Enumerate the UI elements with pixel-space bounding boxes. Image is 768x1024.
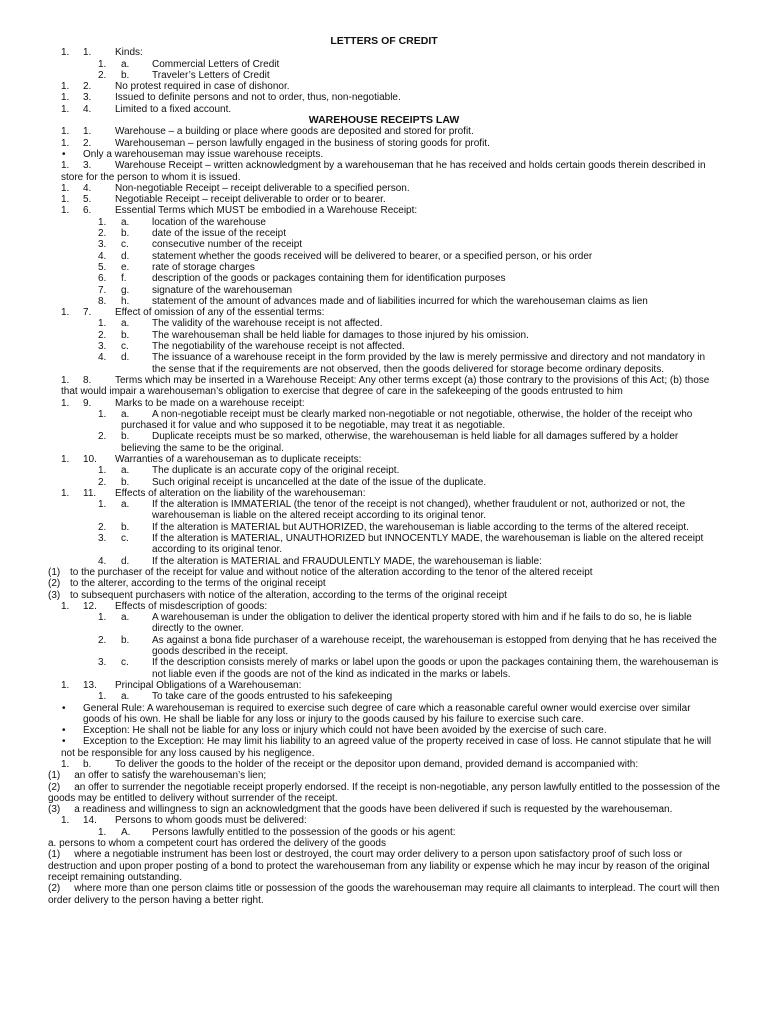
item-number: 2. <box>98 476 107 488</box>
item-sub-number: a. <box>121 612 130 624</box>
item-number: 1. <box>61 47 70 59</box>
item-text: consecutive number of the receipt <box>152 239 303 251</box>
list-item <box>0 883 768 906</box>
list-item <box>0 804 768 815</box>
list-item <box>0 657 768 680</box>
item-sub-number: 9. <box>83 397 92 409</box>
item-text: Duplicate receipts must be so marked, otherwise, the warehouseman is held liable for all damages suffered by a holder believing the same to be the original. <box>121 431 679 454</box>
item-number: 1. <box>61 815 70 827</box>
item-text: to subsequent purchasers with notice of the alteration, according to the terms of the original receipt <box>70 589 507 601</box>
item-text: statement of the amount of advances made and of liabilities incurred for which the warehouseman claims as lien <box>152 295 648 307</box>
list-item <box>0 160 768 183</box>
list-item <box>0 205 768 216</box>
item-paren-number: (2) <box>48 883 61 895</box>
bullet-icon: • <box>62 736 66 748</box>
item-paren-number: (1) <box>48 566 61 578</box>
item-number: 1. <box>98 499 107 511</box>
list-item <box>0 827 768 838</box>
item-sub-number: a. <box>121 58 130 70</box>
item-number: 4. <box>98 352 107 364</box>
item-number: 1. <box>61 81 70 93</box>
list-item <box>0 104 768 115</box>
document-page <box>0 36 768 906</box>
item-sub-number: 1. <box>83 126 92 138</box>
item-text: Effects of misdescription of goods: <box>115 600 268 612</box>
item-sub-number: b. <box>121 431 130 443</box>
item-number: 1. <box>61 453 70 465</box>
item-number: 2. <box>98 69 107 81</box>
item-number: 3. <box>98 239 107 251</box>
item-text: Effect of omission of any of the essential terms: <box>115 307 325 319</box>
list-item <box>0 341 768 352</box>
item-text: The validity of the warehouse receipt is not affected. <box>152 318 383 330</box>
item-text: Only a warehouseman may issue warehouse receipts. <box>83 148 324 160</box>
item-text: To take care of the goods entrusted to his safekeeping <box>152 691 393 703</box>
list-item <box>0 770 768 781</box>
item-number: 1. <box>98 216 107 228</box>
list-item <box>0 217 768 228</box>
list-item <box>0 296 768 307</box>
item-text: Limited to a fixed account. <box>115 103 232 115</box>
item-sub-number: b. <box>121 476 130 488</box>
list-item <box>0 398 768 409</box>
item-number: 1. <box>98 826 107 838</box>
item-number: 1. <box>98 691 107 703</box>
item-number: 1. <box>61 194 70 206</box>
list-item <box>0 849 768 883</box>
item-number: 2. <box>98 431 107 443</box>
list-item <box>0 262 768 273</box>
list-item <box>0 138 768 149</box>
item-text: to the alterer, according to the terms of the original receipt <box>70 578 326 590</box>
item-sub-number: f. <box>121 273 127 285</box>
item-sub-number: 2. <box>83 137 92 149</box>
item-sub-number: e. <box>121 261 130 273</box>
item-sub-number: a. <box>121 408 130 420</box>
item-number: 1. <box>61 487 70 499</box>
item-text: If the alteration is IMMATERIAL (the tenor of the receipt is not changed), whether fraudulent or not, authorized or not, the warehouseman is liable on the altered receipt according to its original tenor. <box>152 499 686 522</box>
item-number: 1. <box>61 126 70 138</box>
item-text: a. persons to whom a competent court has ordered the delivery of the goods <box>48 838 386 850</box>
item-text: signature of the warehouseman <box>152 284 293 296</box>
item-text: General Rule: A warehouseman is required to exercise such degree of care which a reasonable careful owner would exercise over similar goods of his own. He shall be liable for any loss or injury to the goods caused by his failure to exercise such care. <box>83 702 691 725</box>
item-text: Warehouse – a building or place where goods are deposited and stored for profit. <box>115 126 474 138</box>
item-sub-number: 6. <box>83 205 92 217</box>
item-sub-number: a. <box>121 318 130 330</box>
item-number: 1. <box>61 307 70 319</box>
item-text: location of the warehouse <box>152 216 266 228</box>
item-text: Essential Terms which MUST be embodied in a Warehouse Receipt: <box>115 205 418 217</box>
list-item <box>0 815 768 826</box>
item-sub-number: b. <box>121 329 130 341</box>
item-text: If the description consists merely of marks or label upon the goods or upon the packages containing them, the warehouseman is not liable even if the goods are not of the kind as indicated in the marks or labels. <box>152 657 719 680</box>
item-text: Non-negotiable Receipt – receipt deliverable to a specified person. <box>115 182 410 194</box>
list-item <box>0 330 768 341</box>
item-number: 1. <box>61 374 70 386</box>
item-sub-number: b. <box>121 634 130 646</box>
list-item <box>0 431 768 454</box>
item-number: 1. <box>61 397 70 409</box>
item-text: A non-negotiable receipt must be clearly marked non-negotiable or not negotiable, otherwise, the holder of the receipt who purchased it for value and who supposed it to be negotiable, may treat it as negotiable. <box>121 408 693 432</box>
list-item <box>0 601 768 612</box>
list-item <box>0 578 768 589</box>
item-text: The duplicate is an accurate copy of the original receipt. <box>152 465 400 477</box>
item-number: 1. <box>61 103 70 115</box>
item-text: (1) where a negotiable instrument has been lost or destroyed, the court may order delivery to a person upon satisfactory proof of such loss or destruction and upon proper posting of a bond to protect the warehouseman from any liability or expense which he may incur by reason of the original receipt remaining outstanding. <box>48 849 710 883</box>
item-text: Commercial Letters of Credit <box>152 58 280 70</box>
item-number: 1. <box>61 600 70 612</box>
item-sub-number: 4. <box>83 103 92 115</box>
item-number: 7. <box>98 284 107 296</box>
list-item <box>0 759 768 770</box>
item-sub-number: 14. <box>83 815 97 827</box>
item-sub-number: b. <box>121 69 130 81</box>
item-number: 1. <box>61 160 70 172</box>
list-item <box>0 499 768 522</box>
item-number: 1. <box>98 612 107 624</box>
item-sub-number: 4. <box>83 182 92 194</box>
item-sub-number: 3. <box>83 92 92 104</box>
item-text: (3) a readiness and willingness to sign an acknowledgment that the goods have been delivered if such is requested by the warehouseman. <box>48 804 673 816</box>
item-sub-number: 8. <box>83 374 92 386</box>
item-sub-number: d. <box>121 555 130 567</box>
item-sub-number: d. <box>121 250 130 262</box>
item-text: If the alteration is MATERIAL, UNAUTHORIZED but INNOCENTLY MADE, the warehouseman is liable on the altered receipt according to its original tenor. <box>152 533 704 556</box>
item-sub-number: a. <box>121 691 130 703</box>
item-sub-number: a. <box>121 465 130 477</box>
item-sub-number: c. <box>121 239 129 251</box>
list-item <box>0 782 768 805</box>
list-item <box>0 285 768 296</box>
item-number: 2. <box>98 634 107 646</box>
item-number: 1. <box>61 182 70 194</box>
item-paren-number: (3) <box>48 804 61 816</box>
item-text: Warehouse Receipt – written acknowledgment by a warehouseman that he has received and holds certain goods therein described in store for the person to whom it is issued. <box>61 160 706 183</box>
item-paren-number: (1) <box>48 849 61 861</box>
item-text: Warranties of a warehouseman as to duplicate receipts: <box>115 453 362 465</box>
bullet-icon: • <box>62 702 66 714</box>
item-number: 1. <box>98 465 107 477</box>
item-sub-number: b. <box>83 759 92 770</box>
item-sub-number: 10. <box>83 453 97 465</box>
item-text: To deliver the goods to the holder of the receipt or the depositor upon demand, provided demand is accompanied with: <box>115 759 639 770</box>
item-text: A warehouseman is under the obligation to deliver the identical property stored with him and if he fails to do so, he is liable directly to the owner. <box>152 612 692 635</box>
list-item <box>0 635 768 658</box>
list-item <box>0 70 768 81</box>
item-sub-number: g. <box>121 284 130 296</box>
item-text: description of the goods or packages containing them for identification purposes <box>152 273 506 285</box>
list-item <box>0 92 768 103</box>
item-text: Kinds: <box>115 47 143 59</box>
item-text: Issued to definite persons and not to order, thus, non-negotiable. <box>115 92 401 104</box>
list-item <box>0 194 768 205</box>
item-paren-number: (3) <box>48 589 61 601</box>
item-text: (2) where more than one person claims title or possession of the goods the warehouseman may require all claimants to interplead. The court will then order delivery to the person having a better right. <box>48 883 720 906</box>
list-item <box>0 409 768 432</box>
list-item <box>0 251 768 262</box>
list-item <box>0 239 768 250</box>
item-sub-number: c. <box>121 657 129 669</box>
list-item <box>0 680 768 691</box>
list-item <box>0 556 768 567</box>
item-number: 2. <box>98 228 107 240</box>
item-text: Exception: He shall not be liable for any loss or injury which could not have been avoided by the exercise of such care. <box>83 725 607 737</box>
item-paren-number: (2) <box>48 781 61 793</box>
list-item <box>0 47 768 58</box>
list-item <box>0 533 768 556</box>
item-number: 1. <box>61 92 70 104</box>
list-item <box>0 454 768 465</box>
item-sub-number: A. <box>121 826 131 838</box>
item-sub-number: 1. <box>83 47 92 59</box>
item-text: Traveler’s Letters of Credit <box>152 69 270 81</box>
item-sub-number: 5. <box>83 194 92 206</box>
list-item <box>0 465 768 476</box>
list-item <box>0 183 768 194</box>
list-item <box>0 126 768 137</box>
item-number: 3. <box>98 533 107 545</box>
list-item <box>0 149 768 160</box>
list-item <box>0 59 768 70</box>
item-number: 1. <box>98 318 107 330</box>
list-item <box>0 691 768 702</box>
item-text: Principal Obligations of a Warehouseman: <box>115 679 302 691</box>
list-item <box>0 725 768 736</box>
list-item <box>0 307 768 318</box>
item-sub-number: a. <box>121 499 130 511</box>
item-sub-number: b. <box>121 228 130 240</box>
item-sub-number: 12. <box>83 600 97 612</box>
item-sub-number: b. <box>121 521 130 533</box>
item-text: The negotiability of the warehouse receipt is not affected. <box>152 341 405 353</box>
item-text: date of the issue of the receipt <box>152 228 286 240</box>
item-sub-number: h. <box>121 295 130 307</box>
item-text: (2) an offer to surrender the negotiable receipt properly endorsed. If the receipt is non-negotiable, any person lawfully entitled to the possession of the goods may be entitled to delivery without surrender of the receipt. <box>48 781 721 804</box>
list-item <box>0 590 768 601</box>
document-body <box>0 47 768 906</box>
item-paren-number: (2) <box>48 578 61 590</box>
list-item <box>0 477 768 488</box>
list-item <box>0 488 768 499</box>
item-sub-number: d. <box>121 352 130 364</box>
item-text: Persons to whom goods must be delivered: <box>115 815 307 827</box>
item-sub-number: c. <box>121 533 129 545</box>
item-number: 4. <box>98 250 107 262</box>
list-item <box>0 567 768 578</box>
item-sub-number: 3. <box>83 160 92 172</box>
item-number: 2. <box>98 521 107 533</box>
item-sub-number: c. <box>121 341 129 353</box>
item-number: 8. <box>98 295 107 307</box>
item-text: The issuance of a warehouse receipt in the form provided by the law is merely permissive and directory and not mandatory in the sense that if the requirements are not observed, then the goods delivered for storage become ordinary deposits. <box>152 352 706 375</box>
item-text: Warehouseman – person lawfully engaged in the business of storing goods for profit. <box>115 137 490 149</box>
list-item <box>0 318 768 329</box>
item-number: 1. <box>61 759 70 770</box>
item-text: Such original receipt is uncancelled at the date of the issue of the duplicate. <box>152 476 487 488</box>
item-number: 5. <box>98 261 107 273</box>
item-text: statement whether the goods received will be delivered to bearer, or a specified person, or his order <box>152 250 593 262</box>
item-sub-number: 13. <box>83 679 97 691</box>
list-item <box>0 352 768 375</box>
item-sub-number: 11. <box>83 487 97 499</box>
list-item <box>0 703 768 726</box>
item-number: 6. <box>98 273 107 285</box>
item-number: 1. <box>98 408 107 420</box>
bullet-icon: • <box>62 148 66 160</box>
item-text: rate of storage charges <box>152 261 255 273</box>
item-text: If the alteration is MATERIAL and FRAUDULENTLY MADE, the warehouseman is liable: <box>152 555 542 567</box>
section-title-warehouse-receipts-law: WAREHOUSE RECEIPTS LAW <box>308 114 460 127</box>
list-item <box>0 273 768 284</box>
item-text: Effects of alteration on the liability of the warehouseman: <box>115 487 366 499</box>
item-paren-number: (1) <box>48 770 61 782</box>
item-number: 4. <box>98 555 107 567</box>
item-number: 1. <box>98 58 107 70</box>
item-sub-number: 7. <box>83 307 92 319</box>
item-number: 3. <box>98 341 107 353</box>
item-number: 1. <box>61 679 70 691</box>
item-text: If the alteration is MATERIAL but AUTHORIZED, the warehouseman is liable according to the terms of the altered receipt. <box>152 521 689 533</box>
item-text: to the purchaser of the receipt for value and without notice of the alteration according to the tenor of the altered receipt <box>70 566 593 578</box>
item-text: Marks to be made on a warehouse receipt: <box>115 397 305 409</box>
item-text: Exception to the Exception: He may limit his liability to an agreed value of the property received in case of loss. He cannot stipulate that he will not be responsible for any loss caused by his negligence. <box>61 736 712 759</box>
item-number: 1. <box>61 205 70 217</box>
item-text: (1) an offer to satisfy the warehouseman’s lien; <box>48 770 267 782</box>
bullet-icon: • <box>62 725 66 737</box>
item-number: 3. <box>98 657 107 669</box>
section-title-letters-of-credit: LETTERS OF CREDIT <box>330 35 438 47</box>
item-number: 2. <box>98 329 107 341</box>
item-text: Negotiable Receipt – receipt deliverable to order or to bearer. <box>115 194 386 206</box>
item-text: As against a bona fide purchaser of a warehouse receipt, the warehouseman is estopped from denying that he has received the goods described in the receipt. <box>152 634 717 658</box>
list-item <box>0 81 768 92</box>
item-number: 1. <box>61 137 70 149</box>
list-item <box>0 838 768 849</box>
item-text: The warehouseman shall be held liable for damages to those injured by his omission. <box>152 329 529 341</box>
list-item <box>0 612 768 635</box>
list-item <box>0 228 768 239</box>
item-text: No protest required in case of dishonor. <box>115 81 290 93</box>
list-item <box>0 736 768 759</box>
list-item <box>0 522 768 533</box>
item-sub-number: 2. <box>83 81 92 93</box>
item-sub-number: a. <box>121 216 130 228</box>
item-text: Terms which may be inserted in a Warehouse Receipt: Any other terms except (a) those contrary to the provisions of this Act; (b) those that would impair a warehouseman’s obligation to exercise that degree of care in the safekeeping of the goods entrusted to him <box>61 374 710 398</box>
item-text: Persons lawfully entitled to the possession of the goods or his agent: <box>152 826 456 838</box>
list-item <box>0 375 768 398</box>
